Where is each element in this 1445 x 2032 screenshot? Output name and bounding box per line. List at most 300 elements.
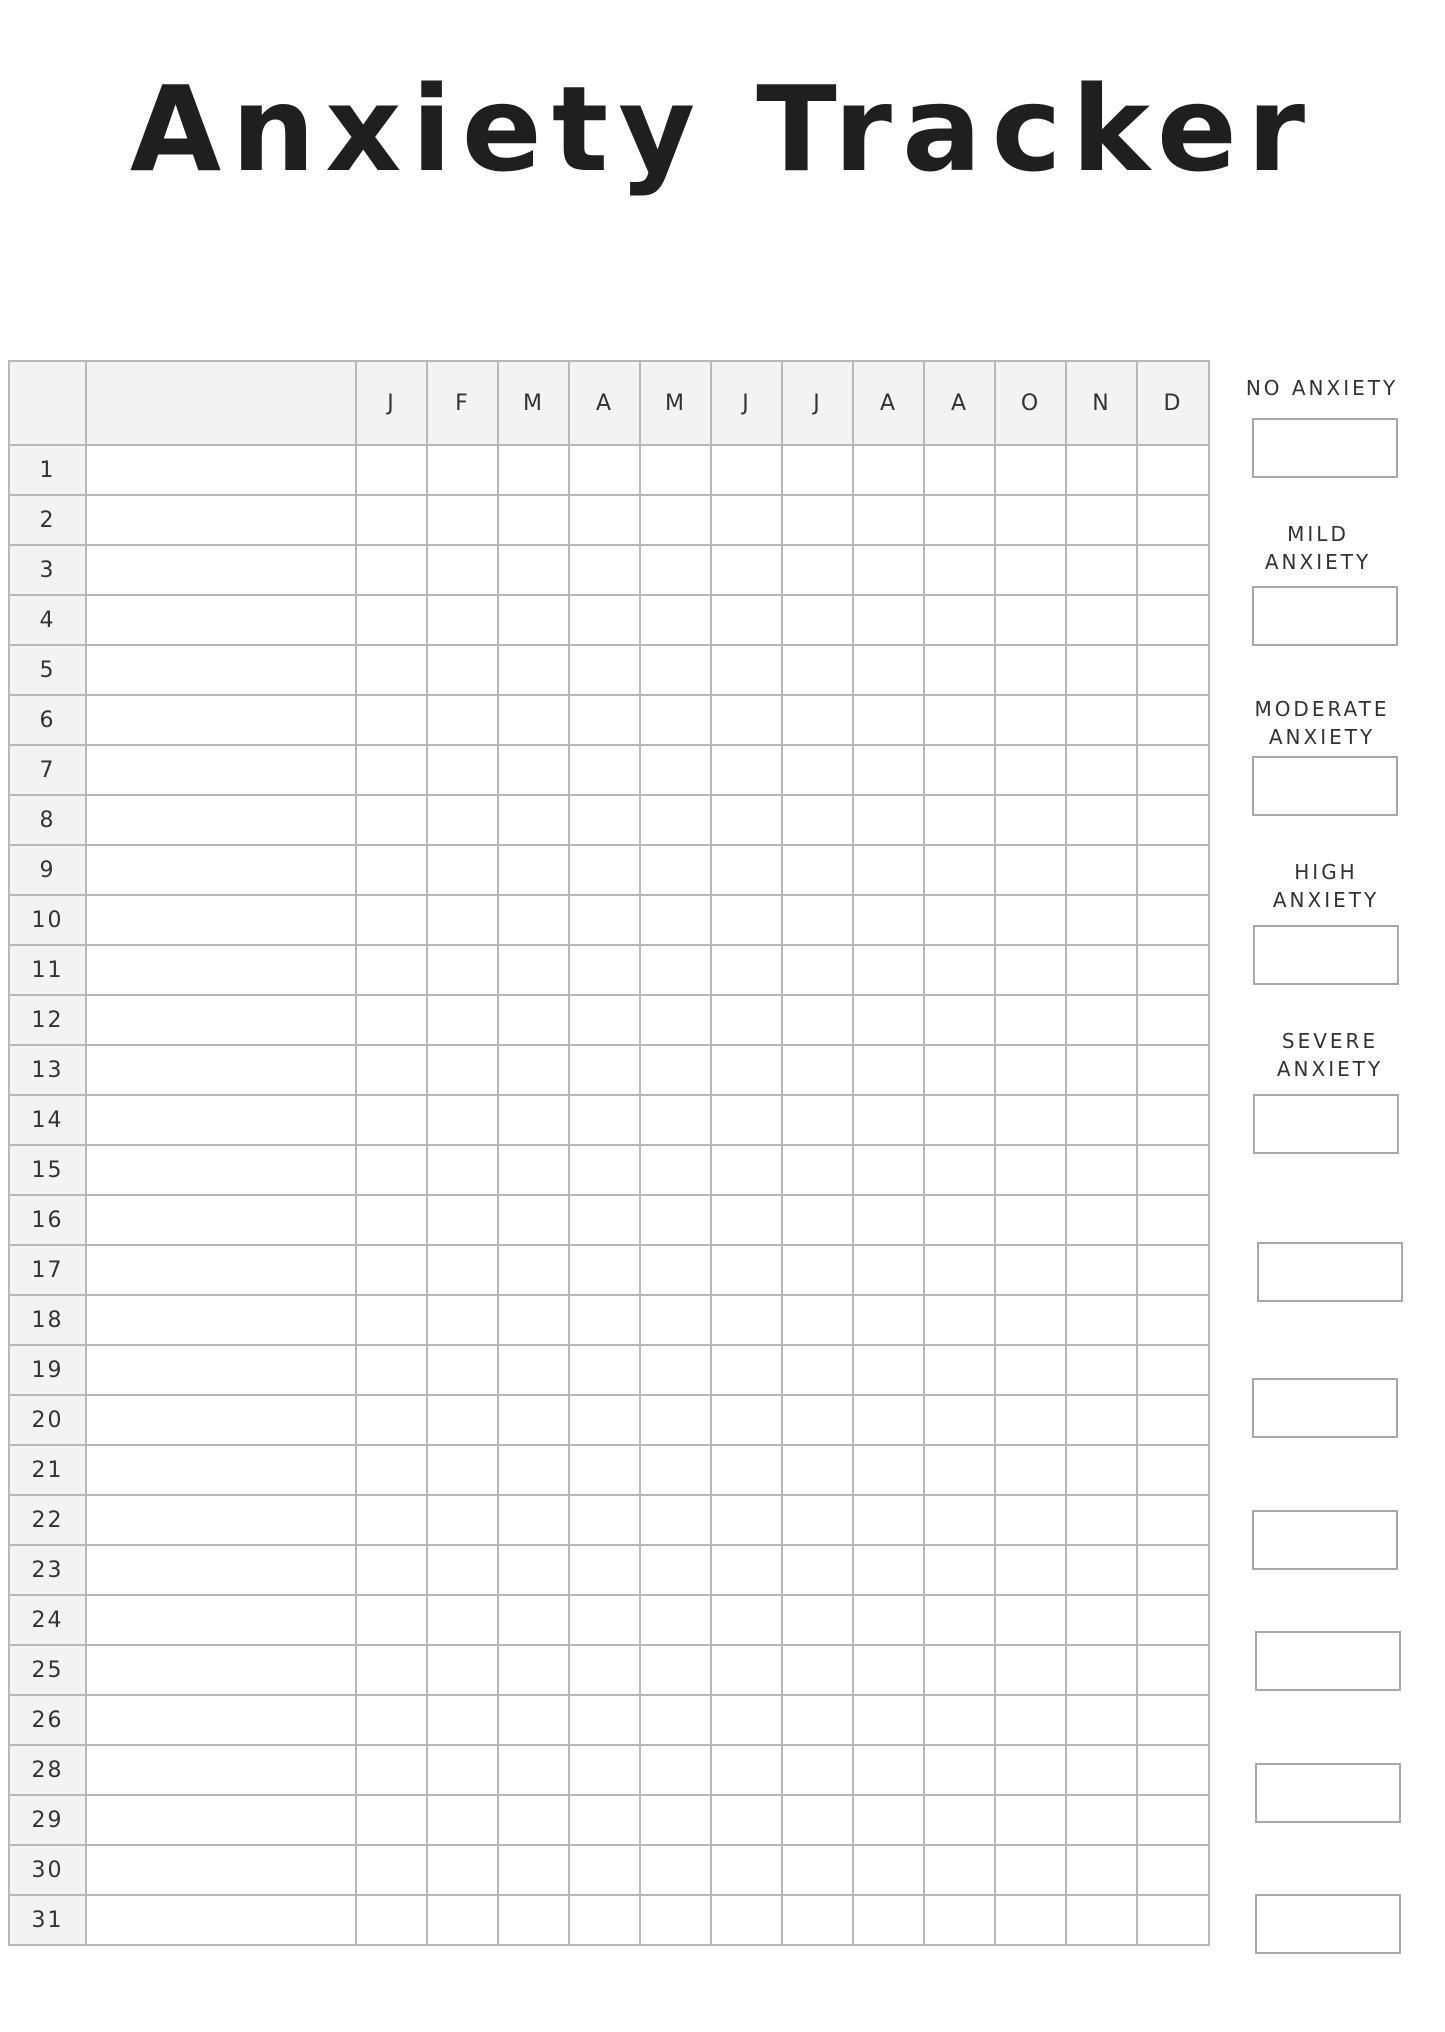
tracker-cell[interactable] [1137, 795, 1209, 845]
tracker-cell[interactable] [853, 745, 924, 795]
tracker-cell[interactable] [427, 1195, 498, 1245]
tracker-cell[interactable] [995, 895, 1066, 945]
tracker-cell[interactable] [356, 1695, 427, 1745]
tracker-cell[interactable] [498, 645, 569, 695]
tracker-cell[interactable] [782, 795, 853, 845]
tracker-cell[interactable] [853, 1845, 924, 1895]
tracker-cell[interactable] [356, 795, 427, 845]
tracker-cell[interactable] [995, 445, 1066, 495]
tracker-cell[interactable] [569, 1545, 640, 1595]
tracker-cell[interactable] [924, 845, 995, 895]
tracker-cell[interactable] [782, 1095, 853, 1145]
tracker-cell[interactable] [569, 1395, 640, 1445]
tracker-cell[interactable] [853, 1295, 924, 1345]
tracker-cell[interactable] [356, 545, 427, 595]
tracker-cell[interactable] [924, 1795, 995, 1845]
tracker-cell[interactable] [569, 1495, 640, 1545]
tracker-cell[interactable] [924, 645, 995, 695]
tracker-cell[interactable] [427, 1645, 498, 1695]
tracker-cell[interactable] [356, 1645, 427, 1695]
tracker-cell[interactable] [853, 445, 924, 495]
tracker-cell[interactable] [640, 595, 711, 645]
tracker-cell[interactable] [498, 1545, 569, 1595]
tracker-cell[interactable] [427, 445, 498, 495]
tracker-cell[interactable] [1066, 1645, 1137, 1695]
tracker-cell[interactable] [853, 495, 924, 545]
tracker-cell[interactable] [356, 1495, 427, 1545]
tracker-cell[interactable] [1137, 445, 1209, 495]
habit-cell[interactable] [86, 1095, 356, 1145]
habit-cell[interactable] [86, 1745, 356, 1795]
legend-box-moderate-anxiety[interactable] [1252, 756, 1398, 816]
tracker-cell[interactable] [924, 1045, 995, 1095]
tracker-cell[interactable] [1137, 495, 1209, 545]
tracker-cell[interactable] [782, 1295, 853, 1345]
tracker-cell[interactable] [853, 695, 924, 745]
tracker-cell[interactable] [498, 995, 569, 1045]
tracker-cell[interactable] [924, 795, 995, 845]
tracker-cell[interactable] [782, 1595, 853, 1645]
tracker-cell[interactable] [498, 1395, 569, 1445]
tracker-cell[interactable] [1066, 1445, 1137, 1495]
tracker-cell[interactable] [924, 495, 995, 545]
tracker-cell[interactable] [640, 445, 711, 495]
tracker-cell[interactable] [1066, 795, 1137, 845]
tracker-cell[interactable] [498, 1295, 569, 1345]
tracker-cell[interactable] [924, 545, 995, 595]
tracker-cell[interactable] [995, 495, 1066, 545]
tracker-cell[interactable] [1066, 1495, 1137, 1545]
tracker-cell[interactable] [995, 1145, 1066, 1195]
tracker-cell[interactable] [782, 1195, 853, 1245]
habit-cell[interactable] [86, 1295, 356, 1345]
tracker-cell[interactable] [782, 1345, 853, 1395]
tracker-cell[interactable] [356, 1845, 427, 1895]
tracker-cell[interactable] [995, 1595, 1066, 1645]
habit-cell[interactable] [86, 1045, 356, 1095]
tracker-cell[interactable] [782, 1495, 853, 1545]
tracker-cell[interactable] [995, 645, 1066, 695]
tracker-cell[interactable] [1137, 1645, 1209, 1695]
tracker-cell[interactable] [1137, 1295, 1209, 1345]
tracker-cell[interactable] [498, 1795, 569, 1845]
tracker-cell[interactable] [924, 1895, 995, 1945]
habit-cell[interactable] [86, 645, 356, 695]
tracker-cell[interactable] [498, 945, 569, 995]
tracker-cell[interactable] [498, 1895, 569, 1945]
tracker-cell[interactable] [498, 545, 569, 595]
tracker-cell[interactable] [356, 845, 427, 895]
tracker-cell[interactable] [569, 1745, 640, 1795]
tracker-cell[interactable] [356, 1745, 427, 1795]
tracker-cell[interactable] [924, 1845, 995, 1895]
habit-cell[interactable] [86, 595, 356, 645]
tracker-cell[interactable] [782, 1045, 853, 1095]
tracker-cell[interactable] [782, 495, 853, 545]
tracker-cell[interactable] [711, 1195, 782, 1245]
tracker-cell[interactable] [853, 1245, 924, 1295]
tracker-cell[interactable] [924, 445, 995, 495]
tracker-cell[interactable] [498, 495, 569, 545]
tracker-cell[interactable] [427, 1245, 498, 1295]
tracker-cell[interactable] [924, 745, 995, 795]
tracker-cell[interactable] [356, 1895, 427, 1945]
tracker-cell[interactable] [711, 1595, 782, 1645]
tracker-cell[interactable] [1137, 1495, 1209, 1545]
tracker-cell[interactable] [711, 1095, 782, 1145]
tracker-cell[interactable] [1137, 1395, 1209, 1445]
tracker-cell[interactable] [853, 1495, 924, 1545]
tracker-cell[interactable] [1066, 1795, 1137, 1845]
tracker-cell[interactable] [427, 1895, 498, 1945]
tracker-cell[interactable] [853, 1045, 924, 1095]
tracker-cell[interactable] [356, 1095, 427, 1145]
tracker-cell[interactable] [711, 1545, 782, 1595]
tracker-cell[interactable] [356, 1245, 427, 1295]
tracker-cell[interactable] [1066, 845, 1137, 895]
tracker-cell[interactable] [853, 1445, 924, 1495]
habit-cell[interactable] [86, 1645, 356, 1695]
tracker-cell[interactable] [853, 1745, 924, 1795]
tracker-cell[interactable] [640, 845, 711, 895]
habit-cell[interactable] [86, 1895, 356, 1945]
tracker-cell[interactable] [1066, 695, 1137, 745]
tracker-cell[interactable] [1066, 1045, 1137, 1095]
tracker-cell[interactable] [924, 1145, 995, 1195]
tracker-cell[interactable] [995, 595, 1066, 645]
tracker-cell[interactable] [427, 1445, 498, 1495]
tracker-cell[interactable] [1066, 495, 1137, 545]
tracker-cell[interactable] [1137, 545, 1209, 595]
tracker-cell[interactable] [427, 1695, 498, 1745]
habit-cell[interactable] [86, 945, 356, 995]
tracker-cell[interactable] [995, 1045, 1066, 1095]
tracker-cell[interactable] [711, 1395, 782, 1445]
tracker-cell[interactable] [1066, 1395, 1137, 1445]
tracker-cell[interactable] [924, 1445, 995, 1495]
habit-cell[interactable] [86, 1545, 356, 1595]
tracker-cell[interactable] [1137, 1595, 1209, 1645]
tracker-cell[interactable] [427, 545, 498, 595]
tracker-cell[interactable] [853, 995, 924, 1045]
tracker-cell[interactable] [427, 1095, 498, 1145]
tracker-cell[interactable] [995, 1795, 1066, 1845]
tracker-cell[interactable] [498, 1595, 569, 1645]
tracker-cell[interactable] [782, 995, 853, 1045]
tracker-cell[interactable] [427, 495, 498, 545]
tracker-cell[interactable] [924, 1095, 995, 1145]
tracker-cell[interactable] [711, 1645, 782, 1695]
tracker-cell[interactable] [640, 1395, 711, 1445]
tracker-cell[interactable] [1066, 945, 1137, 995]
tracker-cell[interactable] [924, 695, 995, 745]
tracker-cell[interactable] [1137, 1145, 1209, 1195]
tracker-cell[interactable] [640, 1495, 711, 1545]
habit-cell[interactable] [86, 1195, 356, 1245]
tracker-cell[interactable] [356, 895, 427, 945]
tracker-cell[interactable] [640, 895, 711, 945]
tracker-cell[interactable] [356, 745, 427, 795]
tracker-cell[interactable] [356, 1395, 427, 1445]
tracker-cell[interactable] [427, 1045, 498, 1095]
habit-cell[interactable] [86, 445, 356, 495]
tracker-cell[interactable] [498, 1645, 569, 1695]
tracker-cell[interactable] [711, 1345, 782, 1395]
tracker-cell[interactable] [924, 1645, 995, 1695]
tracker-cell[interactable] [498, 745, 569, 795]
tracker-cell[interactable] [924, 1495, 995, 1545]
tracker-cell[interactable] [640, 945, 711, 995]
tracker-cell[interactable] [711, 995, 782, 1045]
tracker-cell[interactable] [498, 445, 569, 495]
tracker-cell[interactable] [1066, 1145, 1137, 1195]
tracker-cell[interactable] [356, 1145, 427, 1195]
tracker-cell[interactable] [498, 595, 569, 645]
tracker-cell[interactable] [356, 1195, 427, 1245]
tracker-cell[interactable] [782, 945, 853, 995]
tracker-cell[interactable] [853, 1145, 924, 1195]
tracker-cell[interactable] [569, 545, 640, 595]
tracker-cell[interactable] [569, 845, 640, 895]
tracker-cell[interactable] [995, 1545, 1066, 1595]
tracker-cell[interactable] [640, 1645, 711, 1695]
tracker-cell[interactable] [995, 1245, 1066, 1295]
tracker-cell[interactable] [711, 1745, 782, 1795]
tracker-cell[interactable] [640, 1245, 711, 1295]
tracker-cell[interactable] [1137, 695, 1209, 745]
habit-cell[interactable] [86, 745, 356, 795]
tracker-cell[interactable] [640, 1295, 711, 1345]
tracker-cell[interactable] [782, 1845, 853, 1895]
tracker-cell[interactable] [427, 1145, 498, 1195]
tracker-cell[interactable] [427, 1595, 498, 1645]
tracker-cell[interactable] [995, 795, 1066, 845]
tracker-cell[interactable] [1137, 1445, 1209, 1495]
tracker-cell[interactable] [1137, 1745, 1209, 1795]
habit-cell[interactable] [86, 845, 356, 895]
tracker-cell[interactable] [569, 1695, 640, 1745]
tracker-cell[interactable] [569, 1245, 640, 1295]
tracker-cell[interactable] [711, 1845, 782, 1895]
legend-box-blank[interactable] [1252, 1510, 1398, 1570]
tracker-cell[interactable] [569, 595, 640, 645]
tracker-cell[interactable] [1066, 1845, 1137, 1895]
tracker-cell[interactable] [1066, 745, 1137, 795]
tracker-cell[interactable] [356, 1045, 427, 1095]
tracker-cell[interactable] [640, 1795, 711, 1845]
tracker-cell[interactable] [711, 1795, 782, 1845]
tracker-cell[interactable] [782, 645, 853, 695]
tracker-cell[interactable] [853, 1795, 924, 1845]
tracker-cell[interactable] [995, 1695, 1066, 1745]
tracker-cell[interactable] [853, 1595, 924, 1645]
tracker-cell[interactable] [356, 1595, 427, 1645]
tracker-cell[interactable] [1137, 845, 1209, 895]
tracker-cell[interactable] [711, 1495, 782, 1545]
tracker-cell[interactable] [1137, 1895, 1209, 1945]
habit-cell[interactable] [86, 995, 356, 1045]
tracker-cell[interactable] [853, 1195, 924, 1245]
tracker-cell[interactable] [1066, 1545, 1137, 1595]
tracker-cell[interactable] [1137, 1195, 1209, 1245]
tracker-cell[interactable] [782, 545, 853, 595]
tracker-cell[interactable] [356, 1795, 427, 1845]
legend-box-severe-anxiety[interactable] [1253, 1094, 1399, 1154]
tracker-cell[interactable] [1066, 1695, 1137, 1745]
tracker-cell[interactable] [995, 945, 1066, 995]
tracker-cell[interactable] [640, 1745, 711, 1795]
tracker-cell[interactable] [498, 1245, 569, 1295]
tracker-cell[interactable] [640, 795, 711, 845]
legend-box-blank[interactable] [1255, 1894, 1401, 1954]
tracker-cell[interactable] [427, 1395, 498, 1445]
tracker-cell[interactable] [640, 1145, 711, 1195]
tracker-cell[interactable] [427, 945, 498, 995]
tracker-cell[interactable] [498, 845, 569, 895]
tracker-cell[interactable] [640, 1345, 711, 1395]
tracker-cell[interactable] [782, 1795, 853, 1845]
tracker-cell[interactable] [569, 1595, 640, 1645]
tracker-cell[interactable] [427, 1295, 498, 1345]
tracker-cell[interactable] [356, 645, 427, 695]
tracker-cell[interactable] [569, 945, 640, 995]
tracker-cell[interactable] [356, 495, 427, 545]
tracker-cell[interactable] [924, 1745, 995, 1795]
tracker-cell[interactable] [711, 645, 782, 695]
tracker-cell[interactable] [356, 1295, 427, 1345]
tracker-cell[interactable] [853, 1395, 924, 1445]
tracker-cell[interactable] [569, 1295, 640, 1345]
tracker-cell[interactable] [853, 795, 924, 845]
tracker-cell[interactable] [1066, 1245, 1137, 1295]
tracker-cell[interactable] [569, 1645, 640, 1695]
tracker-cell[interactable] [569, 995, 640, 1045]
tracker-cell[interactable] [356, 695, 427, 745]
tracker-cell[interactable] [498, 795, 569, 845]
tracker-cell[interactable] [1066, 995, 1137, 1045]
tracker-cell[interactable] [711, 1445, 782, 1495]
tracker-cell[interactable] [1137, 1345, 1209, 1395]
tracker-cell[interactable] [782, 695, 853, 745]
tracker-cell[interactable] [356, 595, 427, 645]
tracker-cell[interactable] [782, 1445, 853, 1495]
tracker-cell[interactable] [711, 545, 782, 595]
habit-cell[interactable] [86, 795, 356, 845]
tracker-cell[interactable] [1066, 1295, 1137, 1345]
tracker-cell[interactable] [427, 695, 498, 745]
tracker-cell[interactable] [924, 595, 995, 645]
tracker-cell[interactable] [1066, 595, 1137, 645]
habit-cell[interactable] [86, 1695, 356, 1745]
tracker-cell[interactable] [853, 545, 924, 595]
tracker-cell[interactable] [1137, 1845, 1209, 1895]
legend-box-blank[interactable] [1255, 1631, 1401, 1691]
tracker-cell[interactable] [1066, 645, 1137, 695]
habit-cell[interactable] [86, 545, 356, 595]
tracker-cell[interactable] [1137, 1545, 1209, 1595]
tracker-cell[interactable] [569, 1145, 640, 1195]
tracker-cell[interactable] [711, 695, 782, 745]
tracker-cell[interactable] [924, 1595, 995, 1645]
tracker-cell[interactable] [569, 645, 640, 695]
tracker-cell[interactable] [498, 1195, 569, 1245]
tracker-cell[interactable] [640, 1445, 711, 1495]
tracker-cell[interactable] [427, 845, 498, 895]
tracker-cell[interactable] [640, 495, 711, 545]
habit-cell[interactable] [86, 1245, 356, 1295]
tracker-cell[interactable] [640, 1045, 711, 1095]
tracker-cell[interactable] [1137, 945, 1209, 995]
tracker-cell[interactable] [1137, 745, 1209, 795]
tracker-cell[interactable] [782, 1895, 853, 1945]
tracker-cell[interactable] [356, 1545, 427, 1595]
tracker-cell[interactable] [711, 795, 782, 845]
tracker-cell[interactable] [995, 1295, 1066, 1345]
tracker-cell[interactable] [498, 1095, 569, 1145]
tracker-cell[interactable] [782, 1695, 853, 1745]
tracker-cell[interactable] [924, 945, 995, 995]
tracker-cell[interactable] [427, 595, 498, 645]
tracker-cell[interactable] [498, 1145, 569, 1195]
tracker-cell[interactable] [569, 1195, 640, 1245]
tracker-cell[interactable] [640, 545, 711, 595]
tracker-cell[interactable] [924, 1195, 995, 1245]
tracker-cell[interactable] [711, 1245, 782, 1295]
tracker-cell[interactable] [498, 1045, 569, 1095]
tracker-cell[interactable] [640, 1545, 711, 1595]
tracker-cell[interactable] [711, 1045, 782, 1095]
tracker-cell[interactable] [853, 1695, 924, 1745]
tracker-cell[interactable] [498, 1445, 569, 1495]
tracker-cell[interactable] [853, 845, 924, 895]
tracker-cell[interactable] [427, 1345, 498, 1395]
legend-box-blank[interactable] [1255, 1763, 1401, 1823]
tracker-cell[interactable] [924, 1295, 995, 1345]
legend-box-high-anxiety[interactable] [1253, 925, 1399, 985]
tracker-cell[interactable] [427, 1745, 498, 1795]
tracker-cell[interactable] [640, 1845, 711, 1895]
tracker-cell[interactable] [782, 1745, 853, 1795]
tracker-cell[interactable] [782, 595, 853, 645]
tracker-cell[interactable] [853, 945, 924, 995]
tracker-cell[interactable] [782, 1245, 853, 1295]
tracker-cell[interactable] [782, 445, 853, 495]
habit-cell[interactable] [86, 1795, 356, 1845]
tracker-cell[interactable] [356, 1345, 427, 1395]
tracker-cell[interactable] [782, 845, 853, 895]
habit-cell[interactable] [86, 1845, 356, 1895]
tracker-cell[interactable] [1066, 1895, 1137, 1945]
tracker-cell[interactable] [427, 1545, 498, 1595]
tracker-cell[interactable] [356, 945, 427, 995]
tracker-cell[interactable] [640, 995, 711, 1045]
tracker-cell[interactable] [711, 945, 782, 995]
tracker-cell[interactable] [995, 1095, 1066, 1145]
tracker-cell[interactable] [995, 995, 1066, 1045]
tracker-cell[interactable] [498, 1695, 569, 1745]
tracker-cell[interactable] [1137, 1695, 1209, 1745]
tracker-cell[interactable] [995, 1395, 1066, 1445]
tracker-cell[interactable] [711, 1145, 782, 1195]
tracker-cell[interactable] [995, 1345, 1066, 1395]
tracker-cell[interactable] [711, 745, 782, 795]
tracker-cell[interactable] [924, 995, 995, 1045]
tracker-cell[interactable] [711, 895, 782, 945]
tracker-cell[interactable] [569, 1795, 640, 1845]
tracker-cell[interactable] [640, 1595, 711, 1645]
tracker-cell[interactable] [1137, 1245, 1209, 1295]
tracker-cell[interactable] [569, 495, 640, 545]
